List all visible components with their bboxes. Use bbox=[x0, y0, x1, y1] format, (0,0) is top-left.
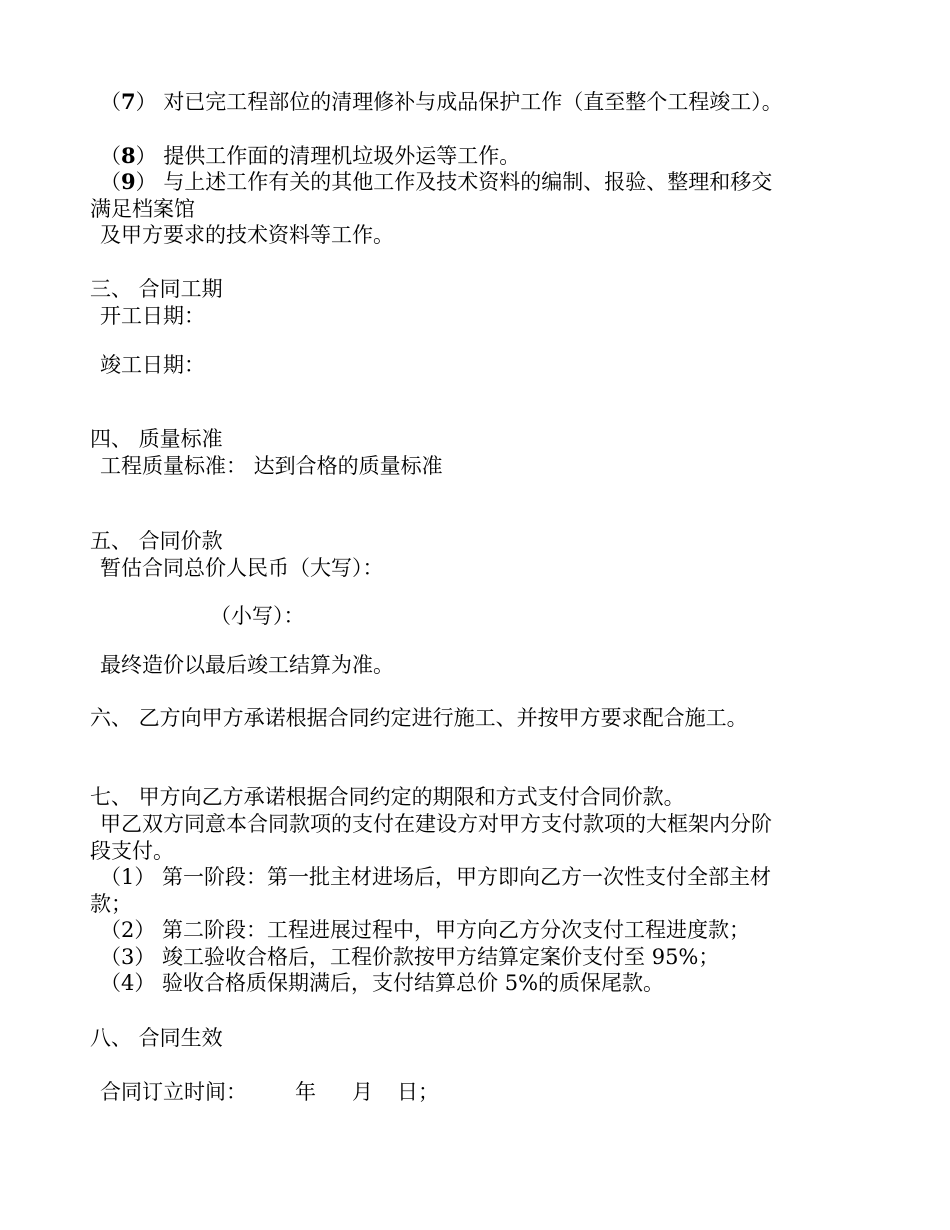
payment-stage-1-cont: 款； bbox=[90, 892, 132, 916]
payment-stage-1: （1） 第一阶段：第一批主材进场后，甲方即向乙方一次性支付全部主材 bbox=[100, 865, 772, 889]
section-heading-5: 五、 合同价款 bbox=[90, 529, 223, 553]
item-text: 提供工作面的清理机垃圾外运等工作。 bbox=[163, 144, 521, 168]
section-heading-6: 六、 乙方向甲方承诺根据合同约定进行施工、并按甲方要求配合施工。 bbox=[90, 706, 748, 730]
section-heading-3: 三、 合同工期 bbox=[90, 277, 223, 301]
section-heading-7: 七、 甲方向乙方承诺根据合同约定的期限和方式支付合同价款。 bbox=[90, 785, 685, 809]
list-item-9: （9） 与上述工作有关的其他工作及技术资料的编制、报验、整理和移交 bbox=[100, 169, 773, 194]
item-number: 8 bbox=[121, 143, 136, 168]
payment-stage-2: （2） 第二阶段：工程进展过程中，甲方向乙方分次支付工程进度款； bbox=[100, 918, 751, 942]
payment-stage-3: （3） 竣工验收合格后，工程价款按甲方结算定案价支付至 95%； bbox=[100, 945, 720, 969]
total-price-upper: 暂估合同总价人民币（大写）： bbox=[100, 556, 384, 580]
list-item-9-cont1: 满足档案馆 bbox=[90, 197, 195, 221]
list-item-8: （8） 提供工作面的清理机垃圾外运等工作。 bbox=[100, 143, 521, 168]
section-heading-4: 四、 质量标准 bbox=[90, 427, 223, 451]
payment-stage-4: （4） 验收合格质保期满后，支付结算总价 5%的质保尾款。 bbox=[100, 971, 665, 995]
payment-intro: 甲乙双方同意本合同款项的支付在建设方对甲方支付款项的大框架内分阶 bbox=[100, 812, 772, 836]
month-label: 月 bbox=[352, 1080, 373, 1104]
item-number: 9 bbox=[121, 169, 136, 194]
day-label: 日； bbox=[397, 1080, 439, 1104]
start-date-label: 开工日期： bbox=[100, 304, 205, 328]
payment-intro-cont: 段支付。 bbox=[90, 839, 174, 863]
final-price-note: 最终造价以最后竣工结算为准。 bbox=[100, 653, 394, 677]
contract-date-line bbox=[100, 1079, 439, 1105]
end-date-label: 竣工日期： bbox=[100, 353, 205, 377]
item-number: 7 bbox=[121, 89, 136, 114]
item-text: 与上述工作有关的其他工作及技术资料的编制、报验、整理和移交 bbox=[163, 170, 773, 194]
contract-date-label: 合同订立时间： bbox=[100, 1080, 247, 1104]
item-text: 对已完工程部位的清理修补与成品保护工作（直至整个工程竣工）。 bbox=[163, 90, 783, 114]
section-heading-8: 八、 合同生效 bbox=[90, 1026, 223, 1050]
quality-standard: 工程质量标准： 达到合格的质量标准 bbox=[100, 454, 443, 478]
list-item-7: （7） 对已完工程部位的清理修补与成品保护工作（直至整个工程竣工）。 bbox=[100, 89, 783, 114]
list-item-9-cont2: 及甲方要求的技术资料等工作。 bbox=[100, 223, 394, 247]
year-label: 年 bbox=[295, 1080, 316, 1104]
total-price-lower: （小写）： bbox=[210, 604, 305, 628]
